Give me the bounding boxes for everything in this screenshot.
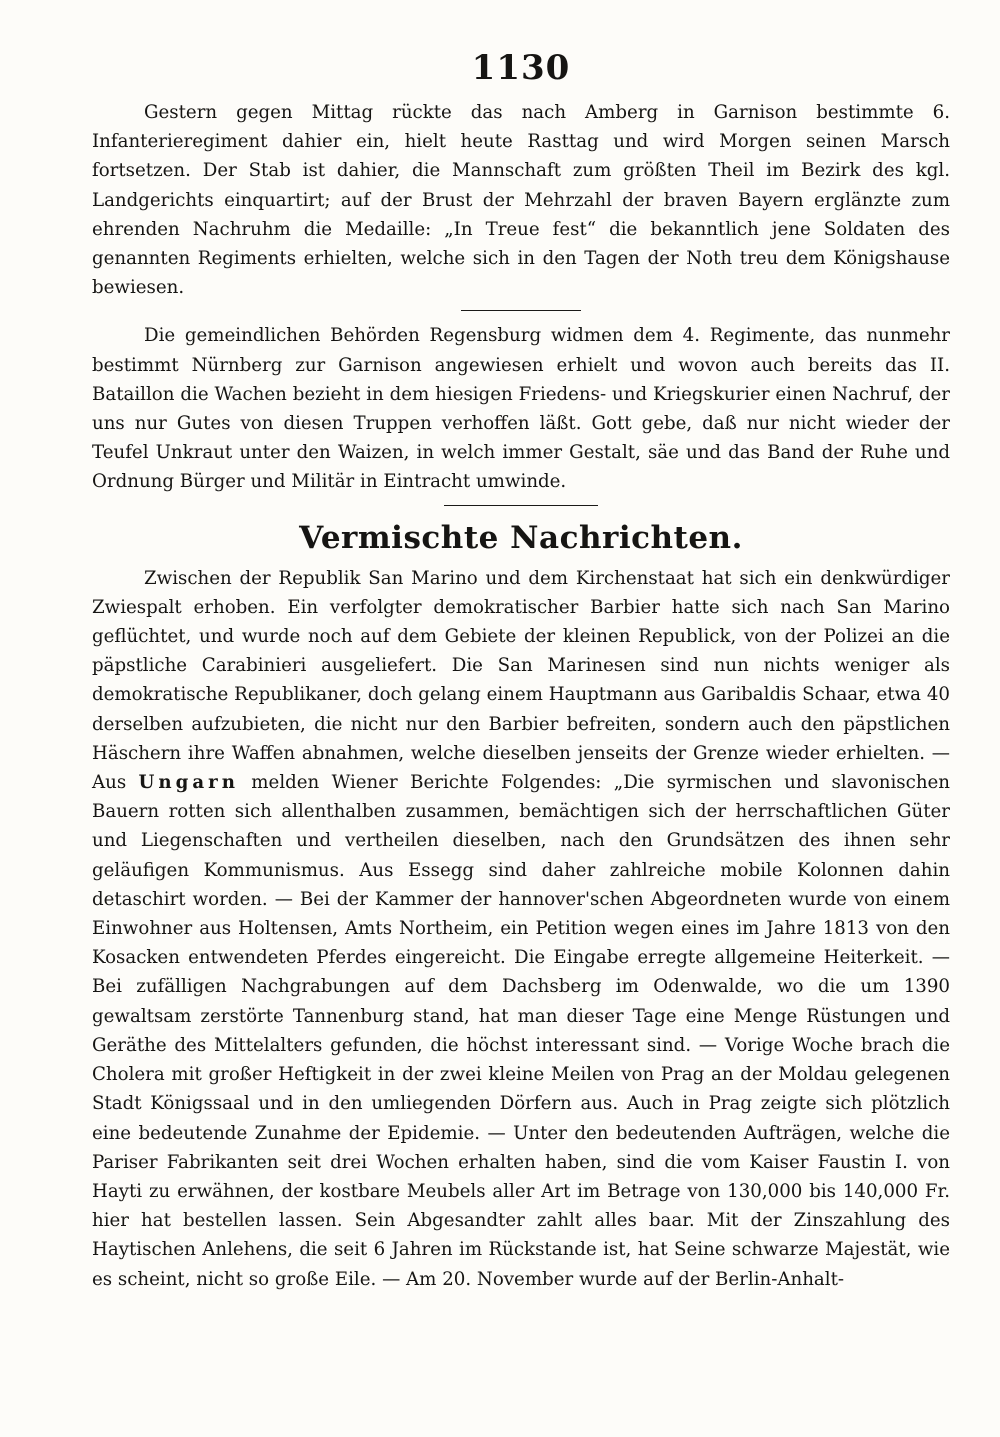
article-text: melden Wiener Berichte Folgendes: „Die syrmischen und slavonischen Bauern rotten sich allenthalben zusammen, bemächtigen sich der herrschaftlichen Güter und Liegenschaften und vertheilen dieselben, nach den Grundsätzen des ihnen sehr geläufigen Kommunismus. Aus Essegg sind daher zahlreiche mobile Kolonnen dahin detaschirt worden. — Bei der Kammer der hannover'schen Abgeordneten wurde von einem Einwohner aus Holtensen, Amts Northeim, ein Petition wegen eines im Jahre 1813 von den Kosacken entwendeten Pferdes eingereicht. Die Eingabe erregte allgemeine Heiterkeit. — Bei zufälligen Nachgrabungen auf dem Dachsberg im Odenwalde, wo die um 1390 gewaltsam zerstörte Tannenburg stand, hat man dieser Tage eine Menge Rüstungen und Geräthe des Mittelalters gefunden, die höchst interessant sind. — Vorige Woche brach die Cholera mit großer Heftigkeit in der zwei kleine Meilen von Prag an der Moldau gelegenen Stadt Königssaal und in den umliegenden Dörfern aus. Auch in Prag zeigte sich plötzlich eine bedeutende Zunahme der Epidemie. — Unter den bedeutenden Aufträgen, welche die Pariser Fabrikanten seit drei Wochen erhalten haben, sind die vom Kaiser Faustin I. von Hayti zu erwähnen, der kostbare Meubels aller Art im Betrage von 130,000 bis 140,000 Fr. hier hat bestellen lassen. Sein Abgesandter zahlt alles baar. Mit der Zinszahlung des Haytischen Anlehens, die seit 6 Jahren im Rückstande ist, hat Seine schwarze Majestät, wie es scheint, nicht so große Eile. — Am 20. November wurde auf der Berlin-Anhalt- [92, 772, 951, 1290]
section-heading: Vermischte Nachrichten. [299, 519, 743, 556]
article-miscellaneous-news [92, 564, 950, 1294]
emphasized-word: Ungarn [138, 772, 239, 794]
divider [461, 310, 581, 311]
article-text: Zwischen der Republik San Marino und dem Kirchenstaat hat sich ein denkwürdiger Zwiespalt erhoben. Ein verfolgter demokratischer Barbier hatte sich nach San Marino geflüchtet, und wurde noch auf dem Gebiete der kleinen Republick, von der Polizei an die päpstliche Carabinieri ausgeliefert. Die San Marinesen sind nun nichts weniger als demokratische Republikaner, doch gelang einem Hauptmann aus Garibaldis Schaar, etwa 40 derselben aufzubieten, die nicht nur den Barbier befreiten, sondern auch den päpstlichen Häschern ihre Waffen abnahmen, welche dieselben jenseits der Grenze wieder erhielten. — Aus [92, 567, 950, 794]
divider [444, 505, 598, 506]
article-infantry-regiment: Gestern gegen Mittag rückte das nach Amberg in Garnison bestimmte 6. Infanterieregiment dahier ein, hielt heute Rasttag und wird Morgen seinen Marsch fortsetzen. Der Stab ist dahier, die Mannschaft zum größten Theil im Bezirk des kgl. Landgerichts einquartirt; auf der Brust der Mehrzahl der braven Bayern erglänzte zum ehrenden Nachruhm die Medaille: „In Treue fest“ die bekanntlich jene Soldaten des genannten Regiments erhielten, welche sich in den Tagen der Noth treu dem Königshause bewiesen. [92, 102, 950, 299]
article-regensburg-authorities: Die gemeindlichen Behörden Regensburg widmen dem 4. Regimente, das nunmehr bestimmt Nürnberg zur Garnison angewiesen erhielt und wovon auch bereits das II. Bataillon die Wachen bezieht in dem hiesigen Friedens- und Kriegskurier einen Nachruf, der uns nur Gutes von diesen Truppen verhoffen läßt. Gott gebe, daß nur nicht wieder der Teufel Unkraut unter den Waizen, in welch immer Gestalt, säe und das Band der Ruhe und Ordnung Bürger und Militär in Eintracht umwinde. [92, 325, 950, 493]
newspaper-page [92, 48, 950, 1294]
page-number: 1130 [471, 48, 571, 88]
